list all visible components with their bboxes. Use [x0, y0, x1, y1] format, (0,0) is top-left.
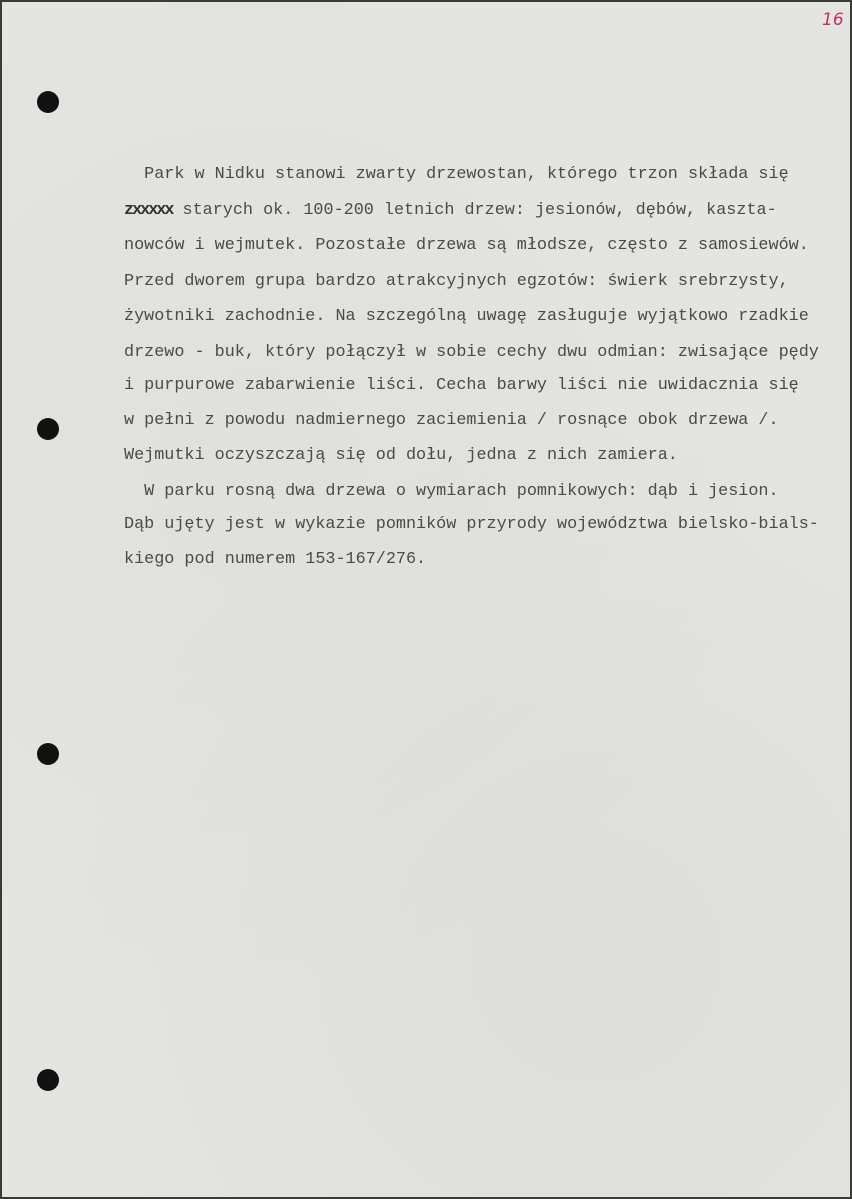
text-line: w pełni z powodu nadmiernego zaciemienia / rosnące obok drzewa /.	[124, 411, 779, 430]
punch-hole	[37, 91, 59, 113]
text-line	[124, 201, 777, 220]
text-line: Dąb ujęty jest w wykazie pomników przyrody województwa bielsko-bials-	[124, 515, 819, 534]
text-line: Park w Nidku stanowi zwarty drzewostan, którego trzon składa się	[124, 165, 789, 184]
text-line: i purpurowe zabarwienie liści. Cecha barwy liści nie uwidacznia się	[124, 376, 799, 395]
document-page	[2, 2, 850, 1197]
text-line: Przed dworem grupa bardzo atrakcyjnych egzotów: świerk srebrzysty,	[124, 272, 789, 291]
text-line: nowców i wejmutek. Pozostałe drzewa są młodsze, często z samosiewów.	[124, 236, 809, 255]
text-line: żywotniki zachodnie. Na szczególną uwagę zasługuje wyjątkowo rzadkie	[124, 307, 809, 326]
punch-hole	[37, 743, 59, 765]
text-line-content: starych ok. 100-200 letnich drzew: jesionów, dębów, kaszta-	[172, 201, 777, 220]
punch-hole	[37, 1069, 59, 1091]
struck-text: zxxxxx	[124, 201, 173, 220]
text-line: W parku rosną dwa drzewa o wymiarach pomnikowych: dąb i jesion.	[124, 482, 779, 501]
text-line: Wejmutki oczyszczają się od dołu, jedna z nich zamiera.	[124, 446, 678, 465]
text-line: kiego pod numerem 153-167/276.	[124, 550, 427, 569]
text-line: drzewo - buk, który połączył w sobie cechy dwu odmian: zwisające pędy	[124, 343, 819, 362]
page-number: 16	[822, 10, 844, 30]
punch-hole	[37, 418, 59, 440]
